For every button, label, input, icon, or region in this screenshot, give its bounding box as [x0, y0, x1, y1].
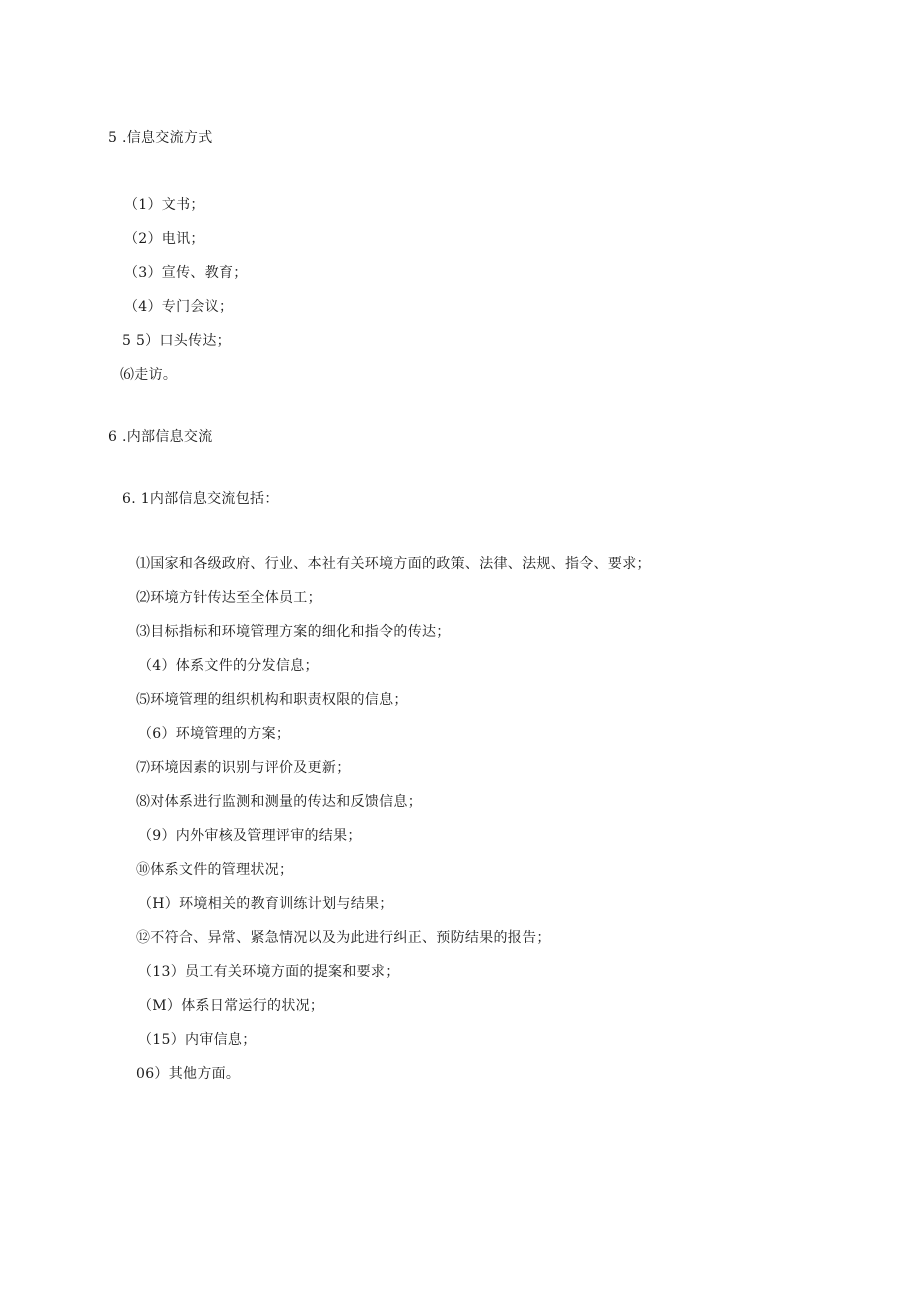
list-item: ⑩体系文件的管理状况；	[136, 862, 294, 878]
list-item: （2）电讯；	[124, 231, 205, 247]
list-item: ⑺环境因素的识别与评价及更新；	[136, 760, 351, 776]
section-6-1-subheading: 6. 1内部信息交流包括：	[122, 491, 279, 507]
list-item: （4）专门会议；	[124, 299, 234, 315]
section-5-heading: 5 .信息交流方式	[108, 130, 213, 146]
list-item: （H）环境相关的教育训练计划与结果；	[138, 896, 394, 912]
section-6-heading: 6 .内部信息交流	[108, 429, 213, 445]
list-item: ⑶目标指标和环境管理方案的细化和指令的传达；	[136, 624, 451, 640]
list-item: 06）其他方面。	[136, 1066, 241, 1082]
list-item: （4）体系文件的分发信息；	[138, 658, 319, 674]
list-item: ⑵环境方针传达至全体员工；	[136, 590, 322, 606]
list-item: （9）内外审核及管理评审的结果；	[138, 828, 362, 844]
list-item: ⑻对体系进行监测和测量的传达和反馈信息；	[136, 794, 422, 810]
list-item: ⑹走访。	[120, 367, 178, 383]
list-item: （6）环境管理的方案；	[138, 726, 291, 742]
list-item: （3）宣传、教育；	[124, 265, 248, 281]
list-item: （M）体系日常运行的状况；	[138, 998, 325, 1014]
list-item: （15）内审信息；	[138, 1032, 257, 1048]
list-item: （13）员工有关环境方面的提案和要求；	[138, 964, 400, 980]
list-item: ⑸环境管理的组织机构和职责权限的信息；	[136, 692, 408, 708]
list-item: ⑫不符合、异常、紧急情况以及为此进行纠正、预防结果的报告；	[136, 930, 551, 946]
list-item: ⑴国家和各级政府、行业、本社有关环境方面的政策、法律、法规、指令、要求；	[136, 556, 651, 572]
list-item: 5 5）口头传达；	[122, 333, 231, 349]
list-item: （1）文书；	[124, 197, 205, 213]
